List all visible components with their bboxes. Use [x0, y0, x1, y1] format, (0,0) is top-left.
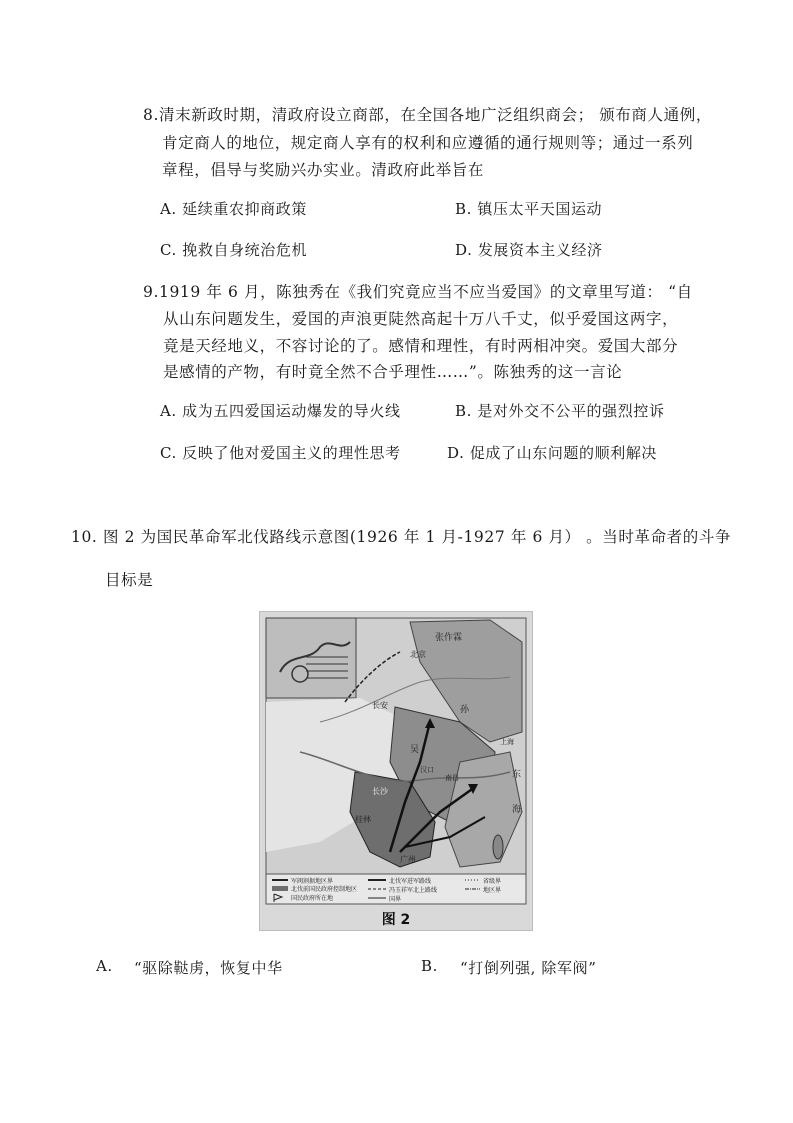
q9-option-b: B. 是对外交不公平的强烈控诉 [455, 402, 665, 420]
legend-province-border: 省级界 [483, 878, 502, 885]
legend-region-border: 地区界 [483, 887, 502, 894]
q10-option-a-text: “驱除鞑虏，恢复中华 [134, 959, 283, 977]
q8-stem-line-3: 章程，倡导与奖励兴办实业。清政府此举旨在 [162, 161, 485, 179]
q8-option-d: D. 发展资本主义经济 [455, 241, 603, 259]
legend-feng-route: 冯玉祥军北上路线 [389, 887, 438, 894]
label-changsha: 长沙 [372, 787, 388, 796]
q9-option-a: A. 成为五四爱国运动爆发的导火线 [160, 402, 401, 420]
q9-stem-line-1: 9.1919 年 6 月，陈独秀在《我们究竟应当不应当爱国》的文章里写道： “自 [143, 283, 693, 301]
label-hai: 海 [512, 805, 522, 815]
northern-expedition-map-figure [259, 611, 533, 931]
label-beijing: 北京 [410, 650, 426, 659]
label-changan: 长安 [372, 701, 388, 710]
q10-option-b-text: “打倒列强, 除军阀” [460, 959, 597, 977]
q10-stem-line-2: 目标是 [105, 571, 154, 589]
q8-option-b: B. 镇压太平天国运动 [455, 200, 603, 218]
label-hankou: 汉口 [420, 766, 434, 774]
label-nanchang: 南昌 [445, 774, 459, 782]
legend-nationalist-area: 北伐前国民政府控制地区 [291, 886, 358, 893]
q8-option-a: A. 延续重农抑商政策 [160, 200, 307, 218]
label-dong: 东 [512, 770, 522, 780]
q10-stem-line-1: 10. 图 2 为国民革命军北伐路线示意图(1926 年 1 月-1927 年 6 月） 。当时革命者的斗争 [71, 528, 732, 546]
q10-option-a-letter: A. [96, 957, 113, 975]
q8-stem-line-1: 8.清末新政时期，清政府设立商部，在全国各地广泛组织商会； 颁布商人通例， [143, 106, 712, 124]
q9-option-c: C. 反映了他对爱国主义的理性思考 [160, 444, 401, 462]
legend-national-border: 国界 [389, 896, 402, 903]
label-sun: 孙 [460, 705, 470, 715]
label-guangzhou: 广州 [400, 855, 416, 864]
label-shanghai: 上海 [500, 738, 514, 746]
legend-warlord-boundary: 军阀割据地区界 [291, 878, 334, 885]
q9-option-d: D. 促成了山东问题的顺利解决 [447, 444, 658, 462]
label-guilin: 桂林 [355, 815, 371, 824]
q9-stem-line-4: 是感情的产物，有时竟全然不合乎理性……”。陈独秀的这一言论 [163, 363, 623, 381]
q8-stem-line-2: 肯定商人的地位，规定商人享有的权利和应遵循的通行规则等；通过一系列 [162, 134, 694, 152]
northern-expedition-map [260, 612, 532, 930]
legend-government-seat: 国民政府所在地 [291, 895, 334, 902]
q10-option-b-letter: B. [421, 957, 438, 975]
q9-stem-line-3: 竟是天经地义，不容讨论的了。感情和理性，有时两相冲突。爱国大部分 [163, 337, 679, 355]
label-zhangzuolin: 张作霖 [435, 633, 463, 643]
legend-expedition-route: 北伐军进军路线 [389, 878, 432, 885]
figure-caption: 图 2 [381, 912, 411, 928]
q8-option-c: C. 挽救自身统治危机 [160, 241, 308, 259]
q9-stem-line-2: 从山东问题发生，爱国的声浪更陡然高起十万八千丈，似乎爱国这两字， [163, 310, 679, 328]
label-wu: 吴 [410, 745, 420, 755]
